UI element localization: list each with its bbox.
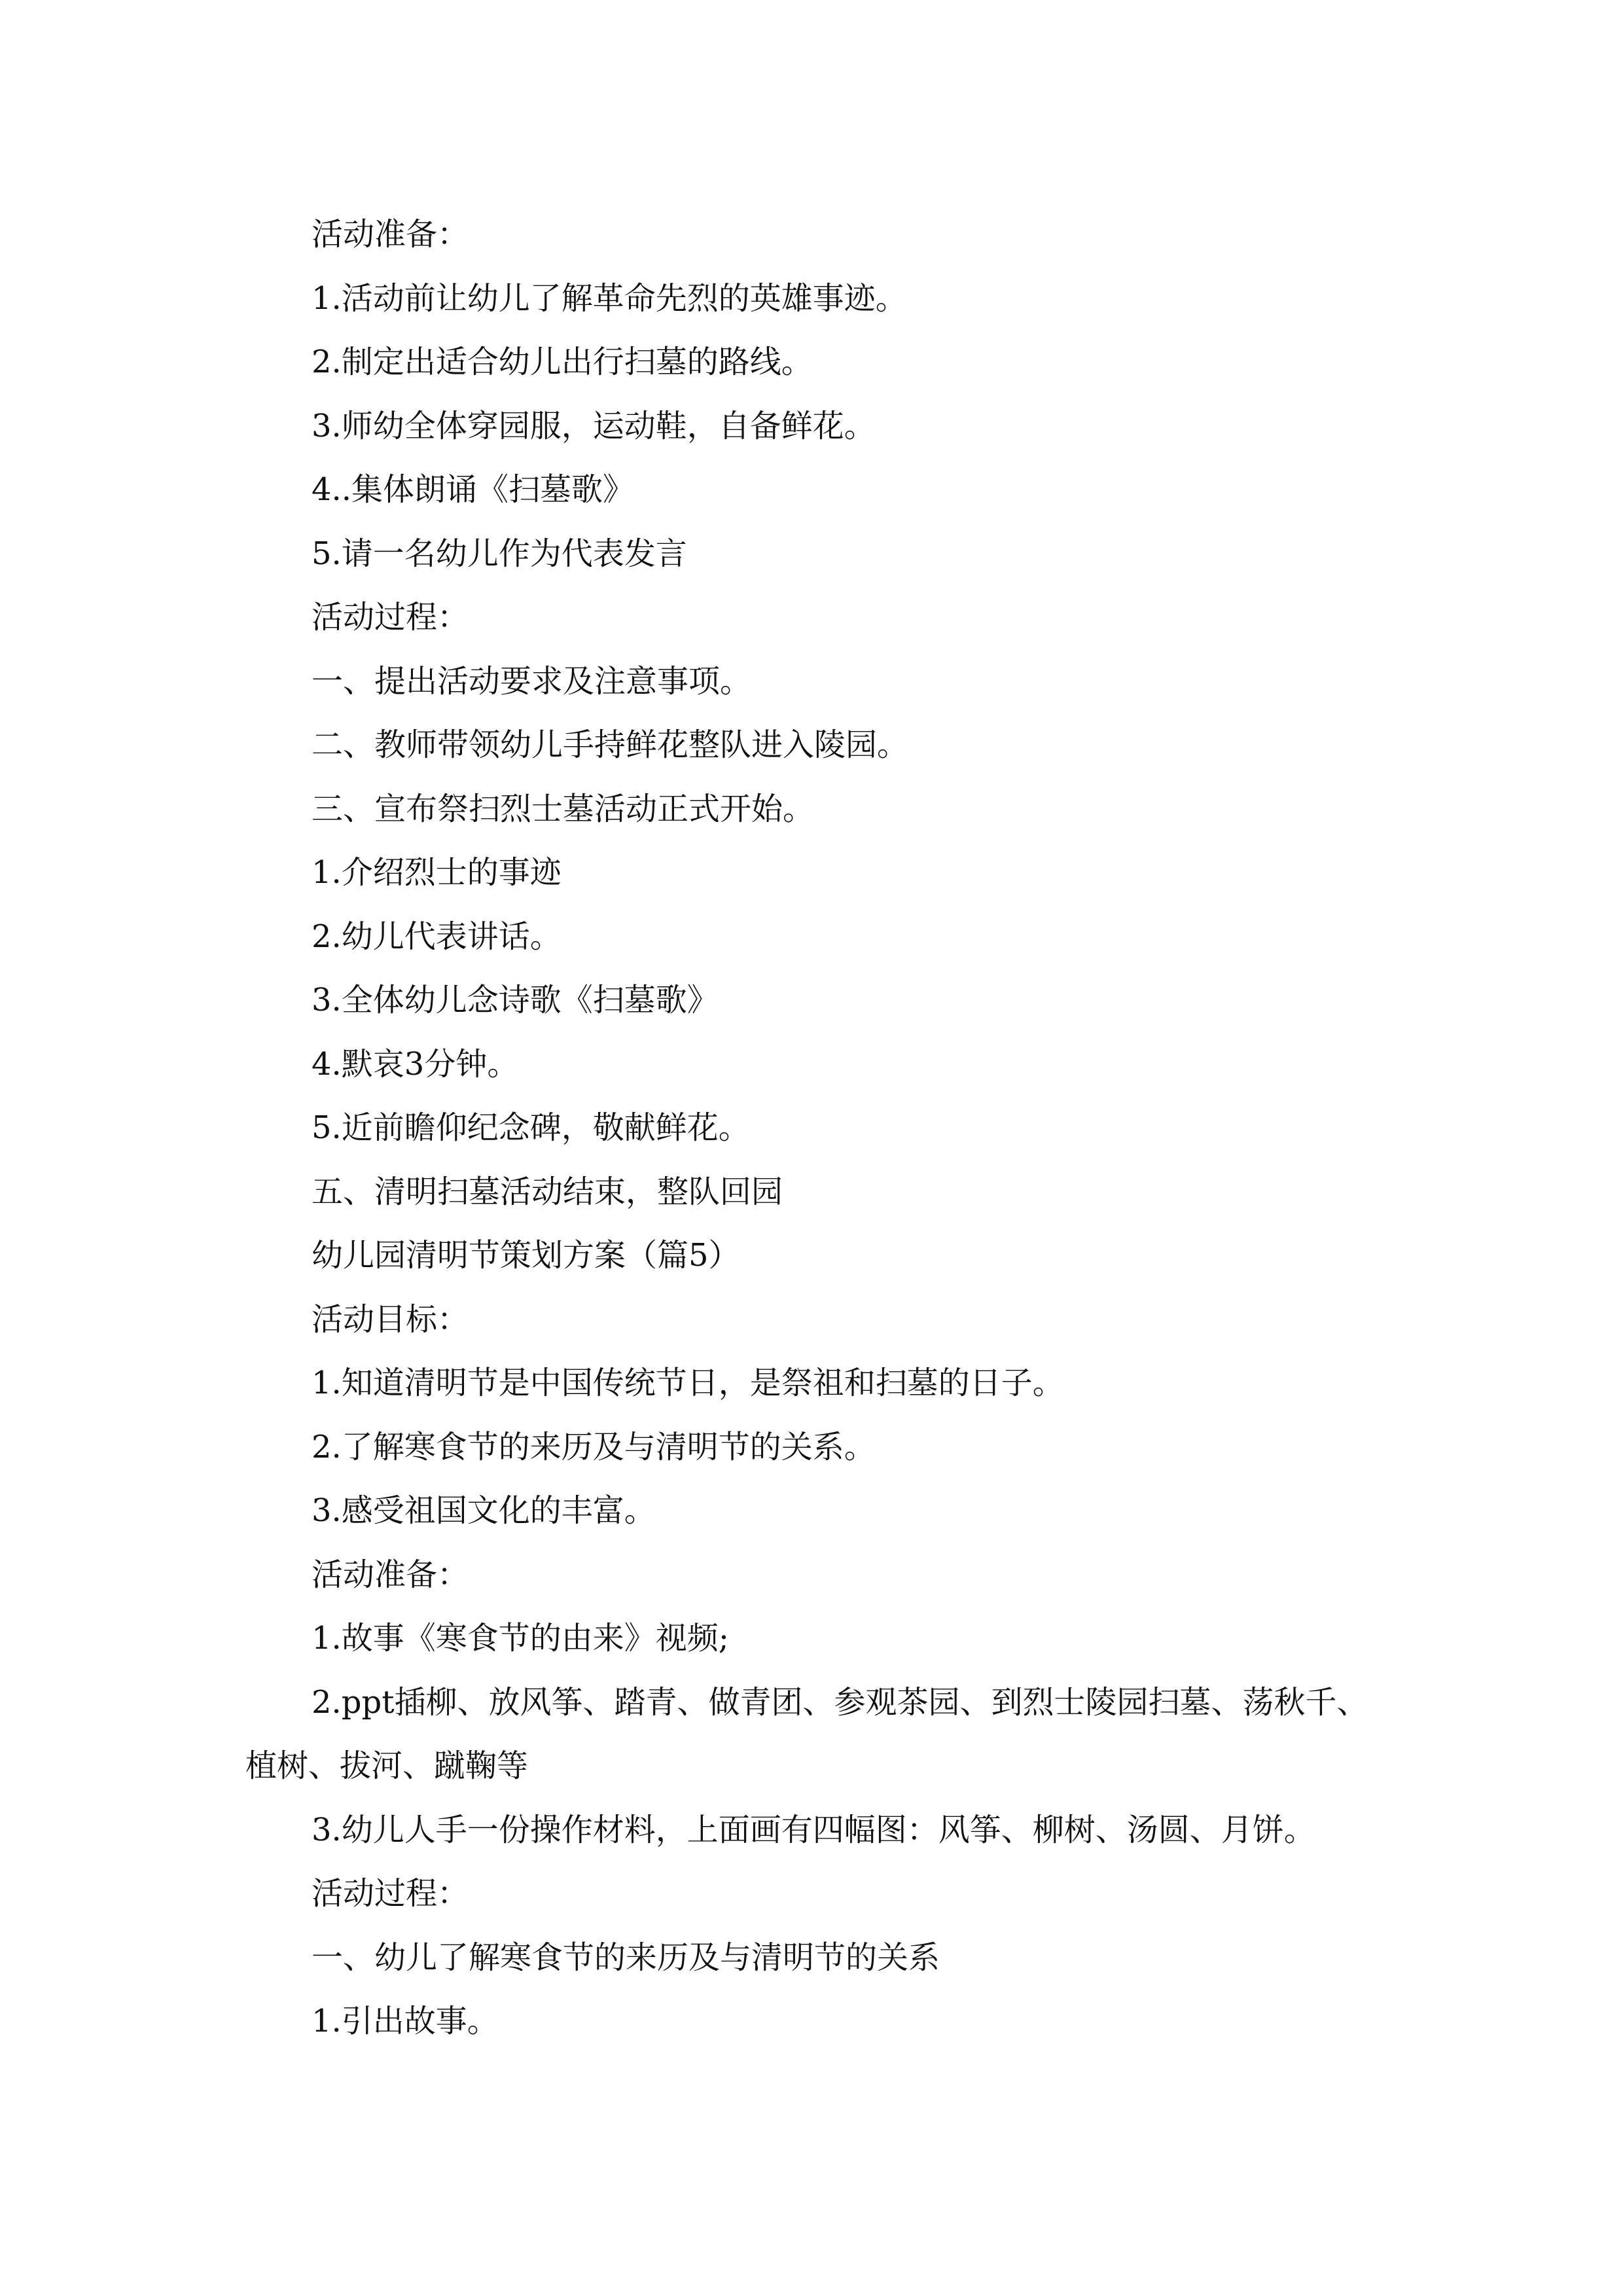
- text-line: 1.引出故事。: [312, 2003, 499, 2039]
- text-line: 活动准备：: [312, 216, 469, 253]
- text-line: 4.默哀3分钟。: [312, 1045, 519, 1083]
- text-line-wrapped: 2.ppt插柳、放风筝、踏青、做青团、参观茶园、到烈士陵园扫墓、荡秋千、植树、拔河、蹴鞠等: [245, 1683, 1368, 1784]
- text-line: 一、幼儿了解寒食节的来历及与清明节的关系: [312, 1939, 940, 1976]
- text-line: 5.请一名幼儿作为代表发言: [312, 535, 687, 572]
- text-line: 3.幼儿人手一份操作材料，上面画有四幅图：风筝、柳树、汤圆、月饼。: [312, 1811, 1315, 1848]
- text-line: 五、清明扫墓活动结束，整队回园: [312, 1173, 783, 1210]
- text-line: 4..集体朗诵《扫墓歌》: [312, 471, 635, 508]
- text-line: 3.全体幼儿念诗歌《扫墓歌》: [312, 982, 719, 1018]
- text-line: 5.近前瞻仰纪念碑，敬献鲜花。: [312, 1109, 750, 1146]
- section-heading: 活动准备：: [312, 1556, 469, 1593]
- section-heading: 活动过程：: [312, 599, 469, 636]
- text-line: 3.感受祖国文化的丰富。: [312, 1492, 656, 1529]
- text-line: 1.活动前让幼儿了解革命先烈的英雄事迹。: [312, 279, 907, 317]
- text-line: 3.师幼全体穿园服，运动鞋，自备鲜花。: [312, 407, 876, 444]
- text-line: 三、宣布祭扫烈士墓活动正式开始。: [312, 790, 815, 827]
- text-line: 1.介绍烈士的事迹: [312, 854, 562, 891]
- section-heading: 活动目标：: [312, 1300, 469, 1338]
- text-line: 一、提出活动要求及注意事项。: [312, 662, 752, 700]
- text-line: 1.故事《寒食节的由来》视频;: [312, 1620, 729, 1657]
- text-line: 2.幼儿代表讲话。: [312, 918, 562, 955]
- text-line: 2.了解寒食节的来历及与清明节的关系。: [312, 1428, 876, 1465]
- plan-title: 幼儿园清明节策划方案（篇5）: [312, 1237, 740, 1274]
- text-line: 二、教师带领幼儿手持鲜花整队进入陵园。: [312, 726, 909, 763]
- section-heading: 活动过程：: [312, 1875, 469, 1912]
- text-line: 1.知道清明节是中国传统节日，是祭祖和扫墓的日子。: [312, 1365, 1064, 1401]
- document-body: [245, 203, 1397, 2054]
- text-line: 2.制定出适合幼儿出行扫墓的路线。: [312, 344, 813, 380]
